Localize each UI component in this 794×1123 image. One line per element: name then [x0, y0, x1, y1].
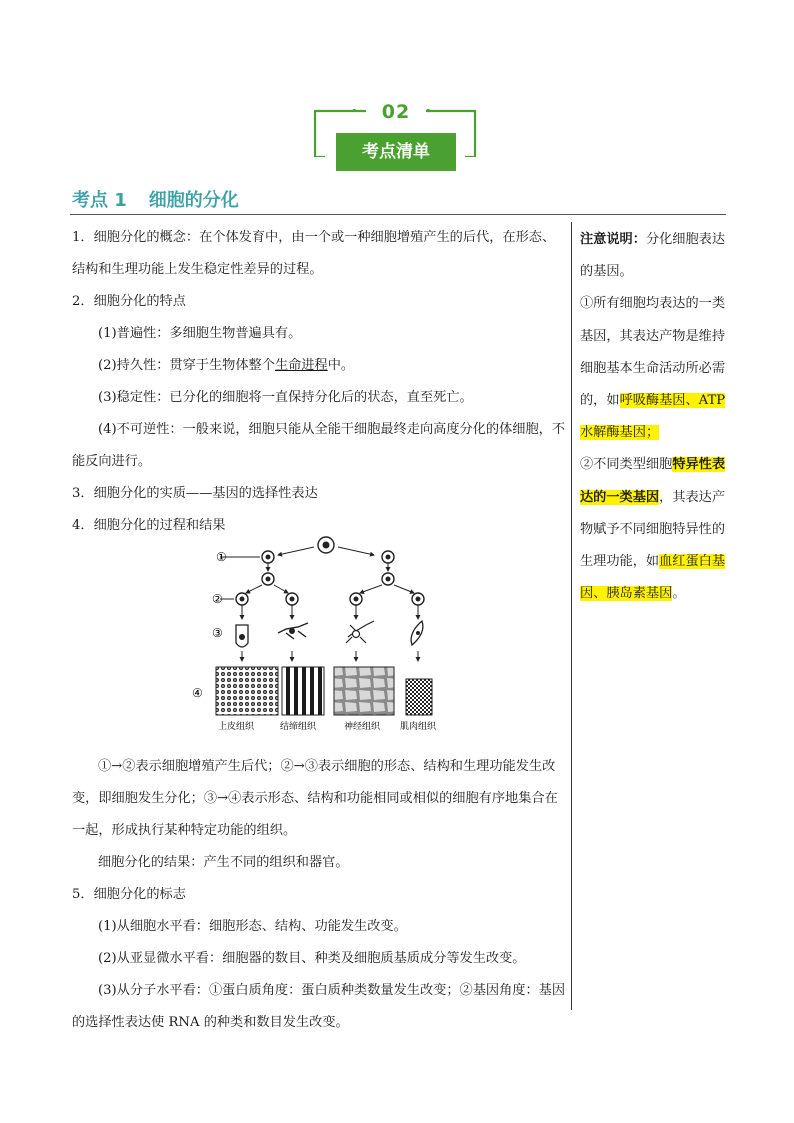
marker-3: ③ [212, 626, 223, 640]
feature-stability: (3)稳定性：已分化的细胞将一直保持分化后的状态，直至死亡。 [98, 390, 473, 405]
feature-irreversibility: (4)不可逆性：一般来说，细胞只能从全能干细胞最终走向高度分化的体细胞，不能反向进行。 [72, 422, 566, 469]
paragraph-definition: 1．细胞分化的概念：在个体发育中，由一个或一种细胞增殖产生的后代，在形态、结构和生理功能上发生稳定性差异的过程。 [72, 230, 556, 277]
header-label: 考点清单 [336, 133, 456, 171]
heading-process: 4．细胞分化的过程和结果 [72, 518, 226, 533]
paragraph-result: 细胞分化的结果：产生不同的组织和器官。 [98, 855, 349, 870]
note-label: 注意说明： [580, 232, 646, 247]
heading-markers: 5．细胞分化的标志 [72, 887, 186, 902]
feature-universality: (1)普遍性：多细胞生物普遍具有。 [98, 326, 302, 341]
sidebar-note [580, 224, 730, 610]
label-epithelial: 上皮组织 [218, 722, 255, 732]
marker-4: ④ [192, 686, 203, 700]
heading-essence: 3．细胞分化的实质——基因的选择性表达 [72, 486, 318, 501]
paragraph-process-explanation: ①→②表示细胞增殖产生后代；②→③表示细胞的形态、结构和生理功能发生改变，即细胞发生分化；③→④表示形态、结构和功能相同或相似的细胞有序地集合在一起，形成执行某种特定功能的组织。 [72, 759, 558, 838]
label-nervous: 神经组织 [344, 722, 381, 732]
column-divider [571, 222, 572, 1010]
note-heading [580, 224, 730, 288]
header-number: 02 [366, 99, 426, 125]
note-text: 分化细胞表达的基因。 [580, 232, 726, 280]
label-muscle: 肌肉组织 [400, 722, 437, 732]
highlight-specific-genes: 特异性表达的一类基因 [580, 457, 726, 505]
marker-cellular: (1)从细胞水平看：细胞形态、结构、功能发生改变。 [98, 919, 407, 934]
marker-1: ① [216, 550, 227, 564]
highlight-example-genes: 血红蛋白基因、胰岛素基因 [580, 554, 726, 602]
heading-features: 2．细胞分化的特点 [72, 294, 186, 309]
top-divider [70, 214, 726, 215]
feature-persistence: (2)持久性：贯穿于生物体整个生命进程中。 [98, 358, 355, 373]
section-name: 细胞的分化 [148, 190, 239, 211]
marker-molecular: (3)从分子水平看：①蛋白质角度：蛋白质种类数量发生改变；②基因角度：基因的选择性表达使 RNA 的种类和数目发生改变。 [72, 983, 566, 1030]
highlight-housekeeping-genes: 呼吸酶基因、ATP 水解酶基因 [580, 393, 726, 441]
note-item-2: ②不同类型细胞特异性表达的一类基因，其表达产物赋予不同细胞特异性的生理功能，如血红蛋白基因、胰岛素基因。 [580, 457, 726, 602]
marker-2: ② [212, 592, 223, 606]
marker-submicroscopic: (2)从亚显微水平看：细胞器的数目、种类及细胞质基质成分等发生改变。 [98, 951, 526, 966]
label-connective: 结缔组织 [280, 722, 317, 732]
note-item-1: ①所有细胞均表达的一类基因，其表达产物是维持细胞基本生命活动所必需的，如呼吸酶基因、ATP 水解酶基因； [580, 296, 726, 441]
section-prefix: 考点 1 [72, 190, 127, 211]
section-title [72, 186, 239, 212]
cell-differentiation-diagram [190, 533, 460, 733]
